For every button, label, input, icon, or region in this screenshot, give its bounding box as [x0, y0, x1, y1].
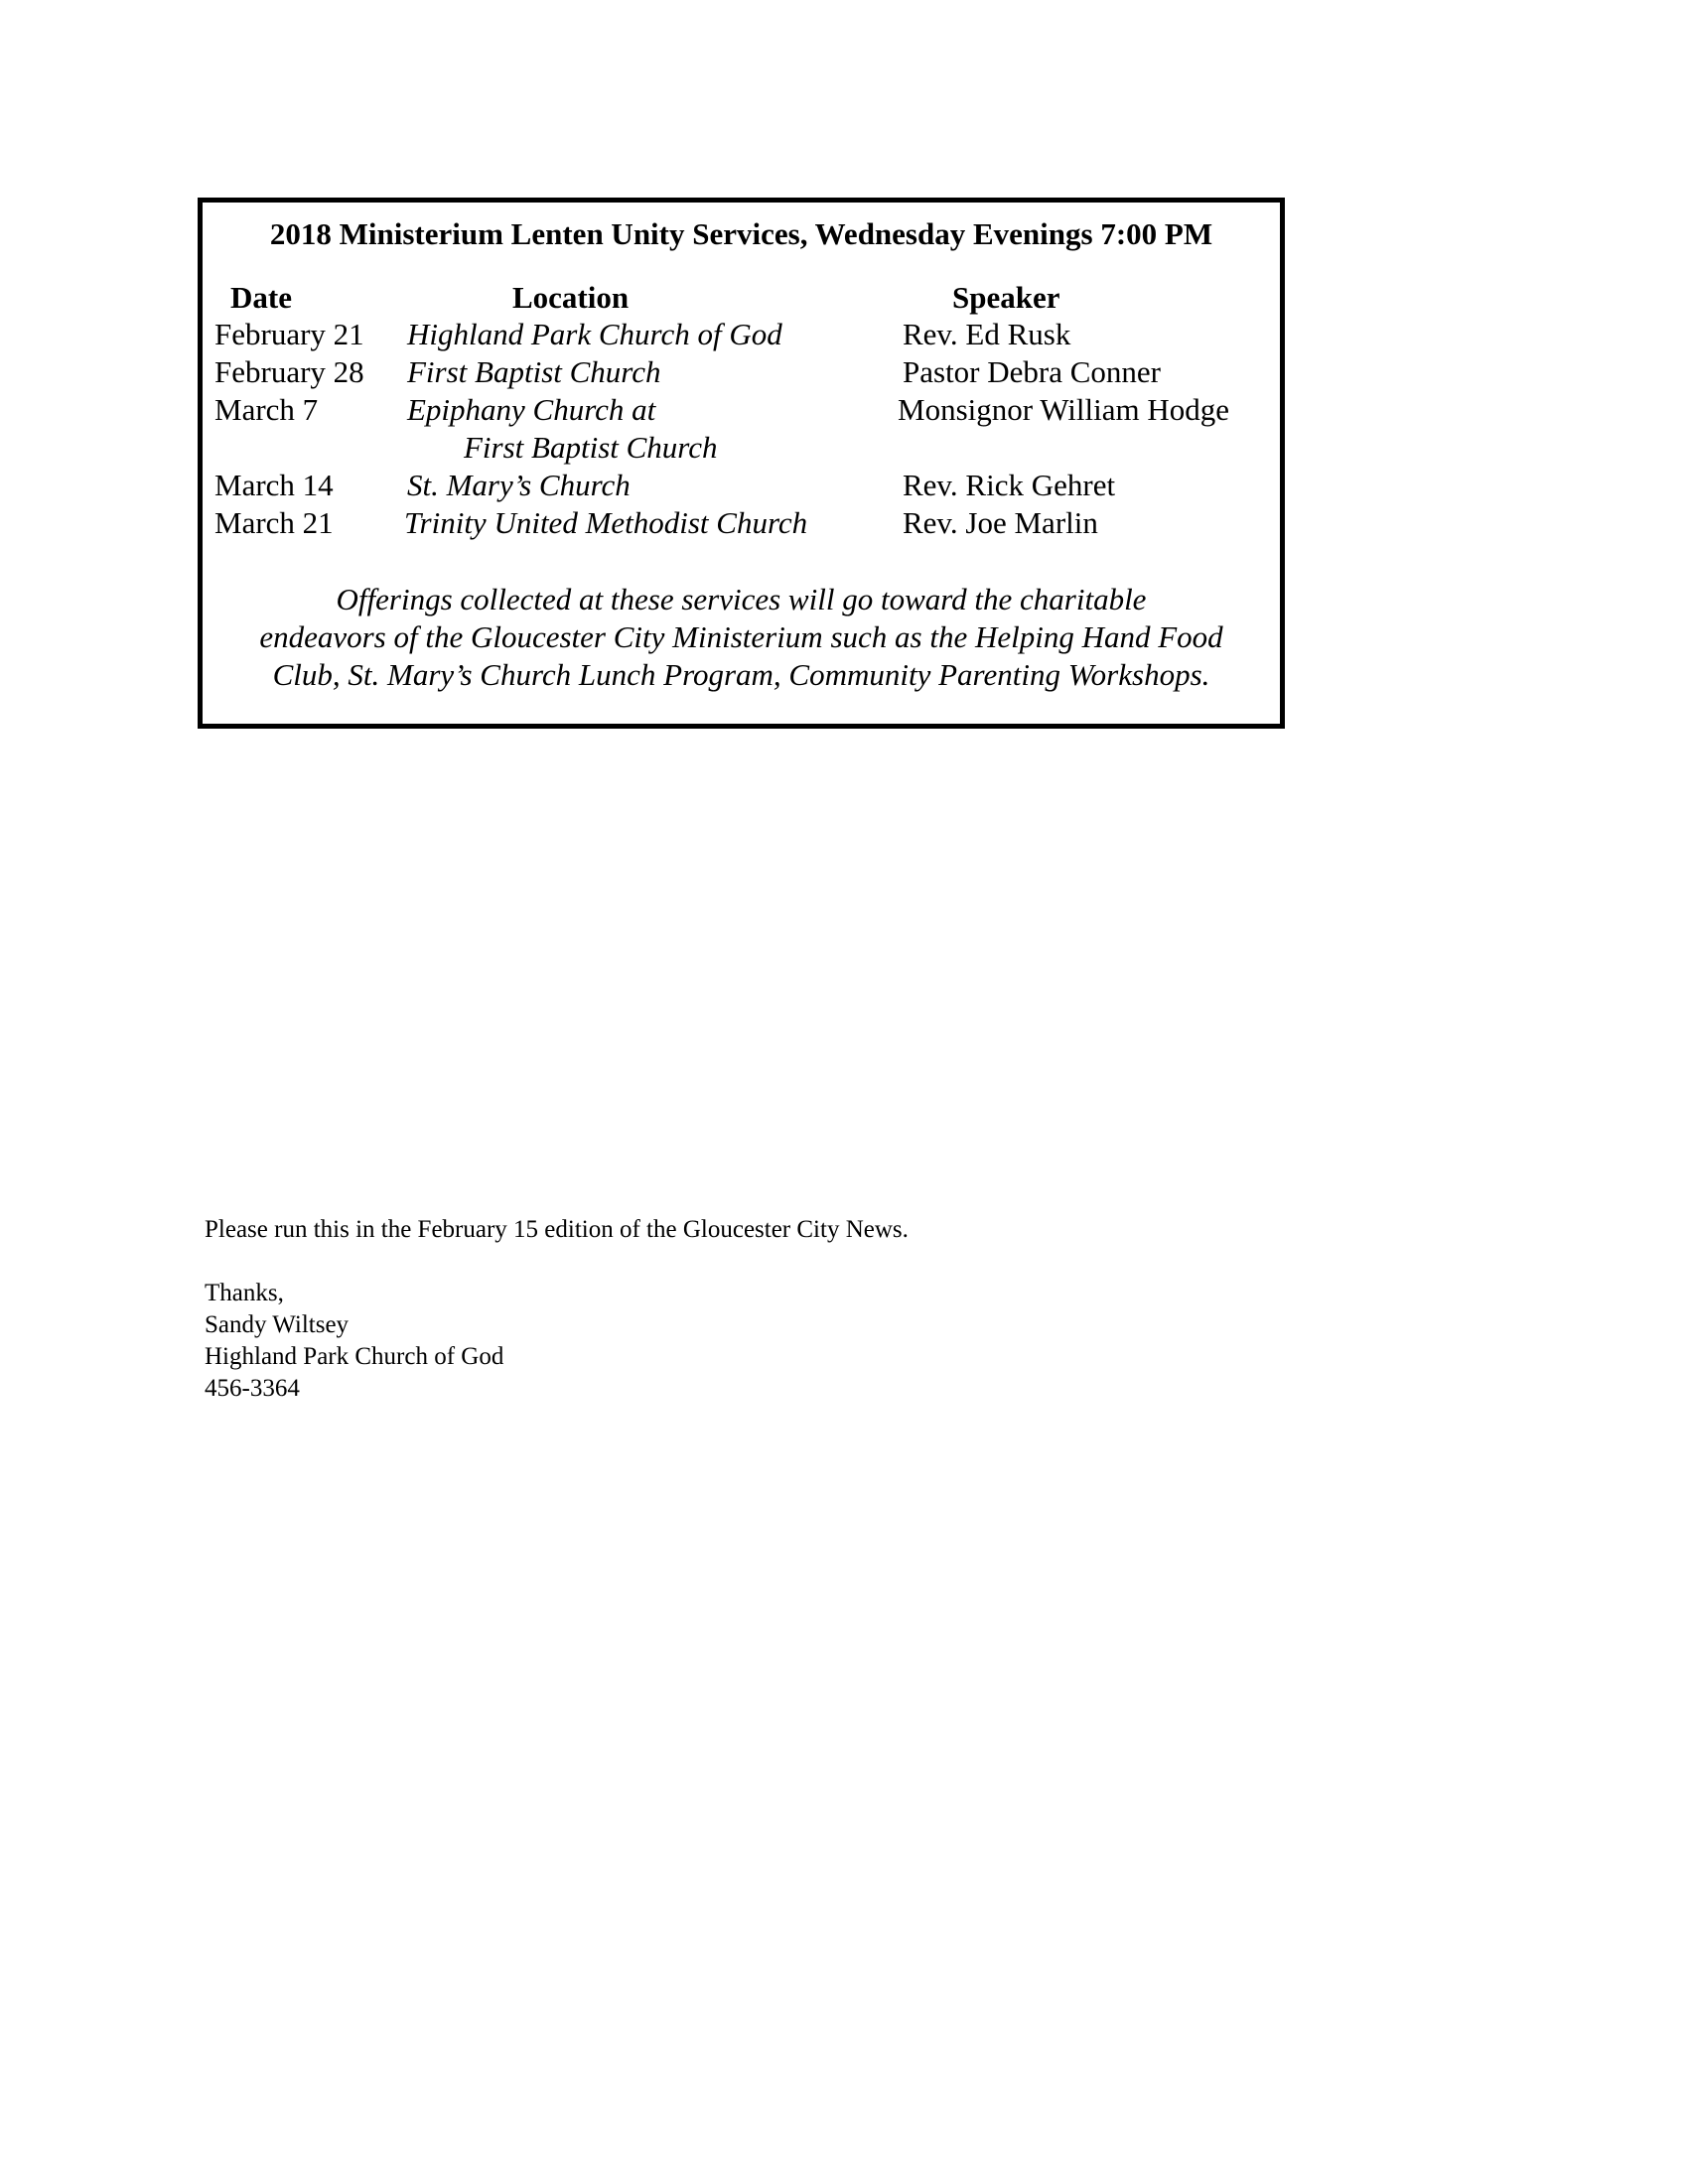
speaker-column-header: Speaker: [952, 280, 1060, 315]
service-speaker: Rev. Joe Marlin: [903, 505, 1098, 540]
service-speaker: Monsignor William Hodge: [898, 392, 1229, 427]
service-date: February 21: [214, 317, 364, 351]
sender-organization: Highland Park Church of God: [205, 1343, 504, 1370]
service-location: Trinity United Methodist Church: [404, 505, 808, 540]
letter-closing: Thanks,: [205, 1280, 284, 1306]
service-speaker: Rev. Rick Gehret: [903, 468, 1116, 502]
offering-note: [203, 581, 1280, 694]
sender-name: Sandy Wiltsey: [205, 1311, 350, 1338]
offering-line: endeavors of the Gloucester City Ministerium such as the Helping Hand Food: [259, 619, 1223, 654]
notice-title: 2018 Ministerium Lenten Unity Services, Wednesday Evenings 7:00 PM: [269, 216, 1213, 251]
service-date: March 14: [214, 468, 334, 502]
offering-line: Offerings collected at these services will go toward the charitable: [336, 582, 1147, 616]
service-date: March 21: [214, 505, 334, 540]
service-location: First Baptist Church: [407, 354, 661, 389]
date-column-header: Date: [230, 280, 292, 315]
service-date: March 7: [214, 392, 319, 427]
service-date: February 28: [214, 354, 364, 389]
service-location: St. Mary’s Church: [407, 468, 631, 502]
lenten-services-notice: [198, 198, 1285, 729]
offering-line: Club, St. Mary’s Church Lunch Program, Community Parenting Workshops.: [272, 657, 1210, 692]
service-location-continued: First Baptist Church: [464, 430, 718, 465]
publication-request: Please run this in the February 15 edition of the Gloucester City News.: [205, 1216, 909, 1243]
location-column-header: Location: [512, 280, 630, 315]
service-speaker: Pastor Debra Conner: [903, 354, 1161, 389]
service-location: Highland Park Church of God: [407, 317, 782, 351]
service-speaker: Rev. Ed Rusk: [903, 317, 1071, 351]
service-location: Epiphany Church at: [407, 392, 656, 427]
sender-phone: 456-3364: [205, 1375, 300, 1402]
